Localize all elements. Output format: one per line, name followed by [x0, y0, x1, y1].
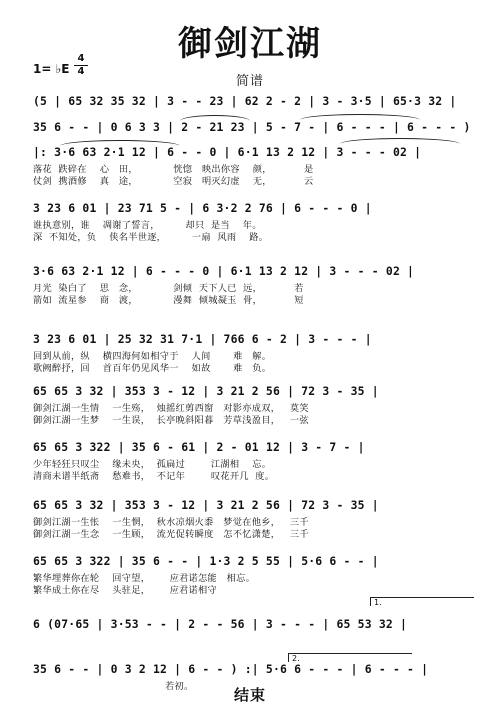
notes-row: 65 65 3 322 | 35 6 - - | 1·3 2 5 55 | 5·6 6 - - |: [33, 554, 379, 568]
notes-row: 65 65 3 32 | 353 3 - 12 | 3 21 2 56 | 72 3 - 35 |: [33, 384, 379, 398]
time-signature-top: 4: [77, 53, 85, 64]
notes-row: 65 65 3 32 | 353 3 - 12 | 3 21 2 56 | 72 3 - 35 |: [33, 498, 379, 512]
volta-bracket: 2.: [288, 653, 412, 662]
notes-row: (5 | 65 32 35 32 | 3 - - 23 | 62 2 - 2 | 3 - 3·5 | 65·3 32 |: [33, 94, 457, 108]
slur-mark: [340, 138, 460, 144]
lyric-verse-2: 繁华成土你在尽 头驻足， 应君诺相守: [33, 585, 218, 596]
song-title: 御剑江湖: [178, 24, 322, 64]
score-line: [33, 199, 473, 243]
score-line: [33, 382, 473, 426]
score-line: [33, 92, 473, 111]
lyrics-block: [33, 220, 473, 244]
lyric-verse-1: 回到从前，纵 横四海何如相守于 人间 难 解。: [33, 351, 272, 362]
lyrics-block: [33, 283, 473, 307]
score-line: [33, 262, 473, 306]
lyric-verse-2: 箭如 流星参 商 渡， 漫舞 倾城凝玉 骨， 短: [33, 295, 304, 306]
ending-label: 结束: [233, 686, 266, 704]
lyric-verse-2: 御剑江湖一生梦 一生误， 长亭晚斜阳暮 芳草浅盈目， 一弦: [33, 415, 309, 426]
lyrics-block: [33, 517, 473, 541]
lyric-verse-1: 繁华埋葬你在轮 回守望， 应君诺怎能 相忘。: [33, 573, 256, 584]
score-line: [33, 615, 473, 634]
notation-subtitle: 简谱: [235, 74, 264, 89]
lyric-verse-2: 仗剑 携酒修 真 途， 空寂 明灭幻虚 无， 云: [33, 176, 314, 187]
lyrics-block: [33, 164, 473, 188]
lyrics-block: [33, 351, 473, 375]
lyric-verse-1: 月光 染白了 思 念， 剑倾 天下人已 远， 若: [33, 283, 304, 294]
notes-row: 35 6 - - | 0 3 2 12 | 6 - - ) :| 5·6 6 - - - | 6 - - - |: [33, 662, 429, 676]
time-signature-bottom: 4: [77, 66, 85, 77]
notes-row: 35 6 - - | 0 6 3 3 | 2 - 21 23 | 5 - 7 - | 6 - - - | 6 - - - ): [33, 120, 471, 134]
slur-mark: [300, 114, 420, 120]
lyric-verse-2: 御剑江湖一生念 一生顾， 流光促转瞬度 怎不忆潇楚， 三千: [33, 529, 309, 540]
lyrics-block: [33, 459, 473, 483]
lyric-verse-1: 御剑江湖一生情 一生殇， 烛摇红剪西窗 对影亦成双， 莫笑: [33, 403, 309, 414]
score-line: [33, 438, 473, 482]
notes-row: 3·6 63 2·1 12 | 6 - - - 0 | 6·1 13 2 12 | 3 - - - 02 |: [33, 264, 415, 278]
notes-row: 3 23 6 01 | 23 71 5 - | 6 3·2 2 76 | 6 - - - 0 |: [33, 201, 372, 215]
lyric-verse-2: 歌阙醉抒，回 首百年仍见风华一 如故 难 负。: [33, 363, 272, 374]
score-line: [33, 660, 473, 692]
slur-mark: [60, 140, 180, 146]
lyric-verse-1: 落花 跌碎在 心 田， 恍惚 映出你容 颜， 是: [33, 164, 314, 175]
volta-bracket: 1.: [370, 597, 474, 606]
score-line: [33, 496, 473, 540]
score-line: [33, 118, 473, 137]
score-line: [33, 330, 473, 374]
notes-row: 3 23 6 01 | 25 32 31 7·1 | 766 6 - 2 | 3 - - - |: [33, 332, 372, 346]
lyrics-block: [33, 403, 473, 427]
lyric-verse-1: 少年轻狂只叹尘 缘未央， 孤扁过 江湖相 忘。: [33, 459, 272, 470]
notes-row: 65 65 3 322 | 35 6 - 61 | 2 - 01 12 | 3 - 7 - |: [33, 440, 365, 454]
slur-mark: [180, 115, 250, 121]
lyrics-block: [33, 573, 473, 597]
score-line: [33, 552, 473, 596]
lyric-verse-1: 若初。: [33, 681, 194, 692]
lyric-verse-2: 深 不知处，负 侠名半世逐， 一扇 风雨 路。: [33, 232, 269, 243]
lyric-verse-2: 清商未谱半纸斋 愁难书， 不记年 叹花开几 度。: [33, 471, 275, 482]
notes-row: |: 3·6 63 2·1 12 | 6 - - 0 | 6·1 13 2 12 | 3 - - - 02 |: [33, 145, 422, 159]
lyric-verse-1: 御剑江湖一生怅 一生惘， 秋水凉烟火黍 梦觉在他乡， 三千: [33, 517, 309, 528]
notes-row: 6 (07·65 | 3·53 - - | 2 - - 56 | 3 - - - | 65 53 32 |: [33, 617, 408, 631]
lyric-verse-1: 谁执意别，谁 凋谢了誓言， 却只 是当 年。: [33, 220, 262, 231]
key-signature: 1= ♭E: [33, 62, 70, 76]
